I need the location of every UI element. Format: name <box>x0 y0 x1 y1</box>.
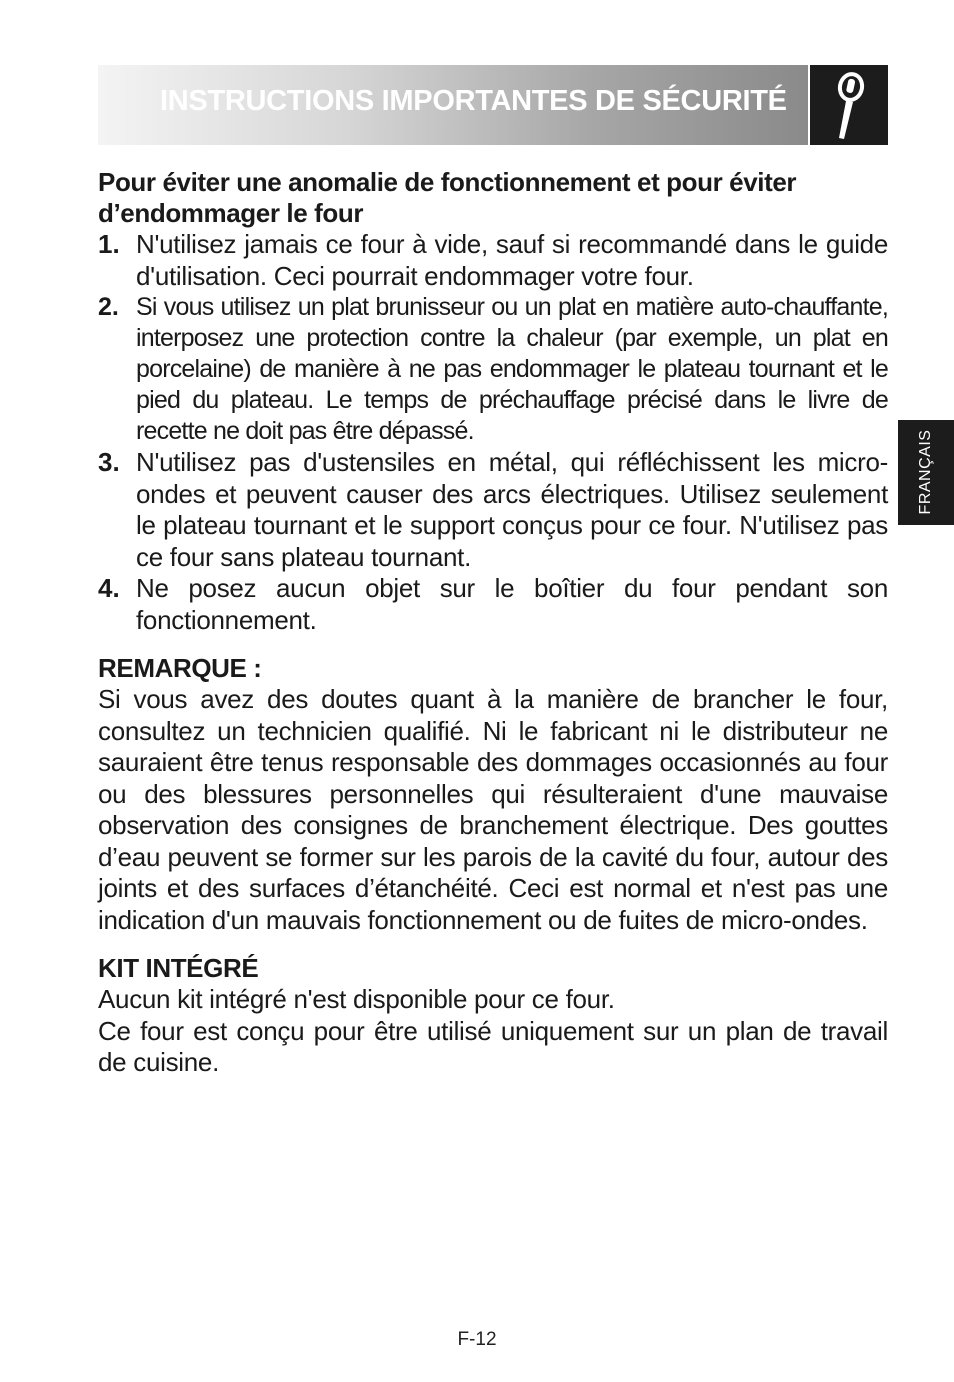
list-item-number: 3. <box>98 447 120 477</box>
list-item-text: N'utilisez jamais ce four à vide, sauf si recommandé dans le guide d'utilisation. Ceci pourrait endommager votre four. <box>136 229 888 291</box>
list-item <box>98 447 888 573</box>
list-item-text: Si vous utilisez un plat brunisseur ou un plat en matière auto-chauffante, interposez une protection contre la chaleur (par exemple, un plat en porcelaine) de manière à ne pas endommager le plateau tournant et le pied du plateau. Le temps de préchauffage précisé dans le livre de recette ne doit pas être dépassé. <box>136 293 888 445</box>
list-item-number: 1. <box>98 229 120 259</box>
list-item <box>98 229 888 292</box>
page-title: INSTRUCTIONS IMPORTANTES DE SÉCURITÉ <box>160 85 787 117</box>
list-item-number: 2. <box>98 293 119 321</box>
damage-section-heading: Pour éviter une anomalie de fonctionnement et pour éviter d’endommager le four <box>98 167 797 228</box>
header-icon-box <box>810 65 888 145</box>
kit-heading: KIT INTÉGRÉ <box>98 953 259 983</box>
page-number: F-12 <box>457 1329 497 1350</box>
safety-key-icon <box>832 69 866 141</box>
list-item <box>98 292 888 447</box>
damage-list <box>98 229 888 636</box>
note-heading: REMARQUE : <box>98 653 262 683</box>
language-tab-label: FRANÇAIS <box>917 429 934 515</box>
list-item <box>98 573 888 636</box>
main-content <box>98 167 888 1079</box>
language-tab <box>898 420 954 525</box>
kit-line-1: Aucun kit intégré n'est disponible pour ce four. <box>98 984 615 1014</box>
kit-line-2: Ce four est conçu pour être utilisé uniquement sur un plan de travail de cuisine. <box>98 1015 888 1077</box>
list-item-number: 4. <box>98 573 120 603</box>
header-bar <box>98 65 808 145</box>
list-item-text: N'utilisez pas d'ustensiles en métal, qui réfléchissent les micro-ondes et peuvent causer des arcs électriques. Utilisez seulement le plateau tournant et le support conçus pour ce four. N'utilisez pas ce four sans plateau tournant. <box>136 447 888 572</box>
note-paragraph: Si vous avez des doutes quant à la manière de brancher le four, consultez un technicien qualifié. Ni le fabricant ni le distributeur ne sauraient être tenus responsable des dommages occasionnés au four ou des blessures personnelles qui résulteraient d'une mauvaise observation des consignes de branchement électrique. Des gouttes d’eau peuvent se former sur les parois de la cavité du four, autour des joints et des surfaces d’étanchéité. Ceci est normal et n'est pas une indication d'un mauvais fonctionnement ou de fuites de micro-ondes. <box>98 684 888 935</box>
list-item-text: Ne posez aucun objet sur le boîtier du four pendant son fonctionnement. <box>136 573 888 635</box>
